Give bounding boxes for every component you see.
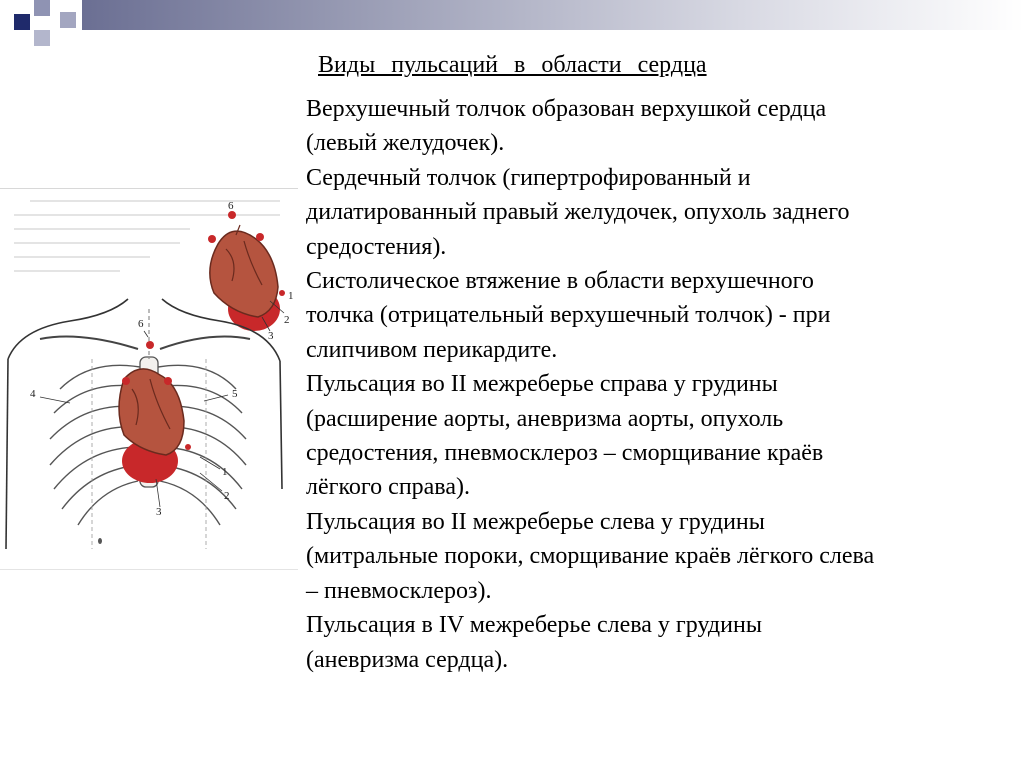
body-line: (аневризма сердца). <box>306 646 509 673</box>
body-line: Систолическое втяжение в области верхушечного <box>306 268 814 295</box>
body-line: Пульсация в IV межреберье слева у грудины <box>306 612 762 639</box>
body-line: толчка (отрицательный верхушечный толчок) - при <box>306 302 831 329</box>
pulse-point-1 <box>279 290 285 296</box>
label-chest-3: 3 <box>156 506 162 518</box>
body-line: лёгкого справа). <box>306 474 470 501</box>
body-line: (митральные пороки, сморщивание краёв лёгкого слева <box>306 543 875 570</box>
label-chest-4: 4 <box>30 388 36 400</box>
deco-square-mid <box>34 0 50 16</box>
body-line: Сердечный толчок (гипертрофированный и <box>306 164 751 191</box>
slide-title: Виды пульсаций в области сердца <box>318 52 707 78</box>
body-line: (левый желудочек). <box>306 130 505 157</box>
label-top-1: 1 <box>288 290 294 302</box>
body-line: средостения, пневмосклероз – сморщивание краёв <box>306 440 824 467</box>
label-top-2: 2 <box>284 314 290 326</box>
body-line: Верхушечный толчок образован верхушкой сердца <box>306 96 827 122</box>
body-line: средостения). <box>306 233 447 260</box>
label-chest-5: 5 <box>232 388 238 400</box>
body-line: Пульсация во II межреберье справа у грудины <box>306 371 778 398</box>
chest-pulse-point-left <box>122 377 130 385</box>
body-line: слипчивом перикардите. <box>306 336 558 363</box>
label-chest-1: 1 <box>222 466 228 478</box>
header-gradient-bar <box>82 0 1024 30</box>
chest-pulse-point-right <box>164 377 172 385</box>
pulse-point-right <box>256 233 264 241</box>
pulse-point-left <box>208 235 216 243</box>
deco-square-mid-2 <box>60 12 76 28</box>
label-top-3: 3 <box>268 330 274 342</box>
pulse-point-6 <box>228 211 236 219</box>
slide-body <box>306 92 1006 677</box>
clavicles <box>40 337 250 349</box>
body-line: (расширение аорты, аневризма аорты, опухоль <box>306 405 784 432</box>
body-line: – пневмосклероз). <box>306 577 492 604</box>
label-chest-2: 2 <box>224 490 230 502</box>
label-top-6: 6 <box>228 200 234 212</box>
chest-pulse-point-6 <box>146 341 154 349</box>
body-line: Пульсация во II межреберье слева у грудины <box>306 508 765 535</box>
label-chest-6: 6 <box>138 318 144 330</box>
deco-square-light <box>34 30 50 46</box>
illustration-svg <box>0 189 298 569</box>
deco-square-dark <box>14 14 30 30</box>
chest-pulse-point-1 <box>185 444 191 450</box>
navel-mark <box>98 538 102 544</box>
chest-heart-illustration <box>0 188 298 570</box>
heart-shape <box>210 231 278 317</box>
body-line: дилатированный правый желудочек, опухоль заднего <box>306 199 850 226</box>
